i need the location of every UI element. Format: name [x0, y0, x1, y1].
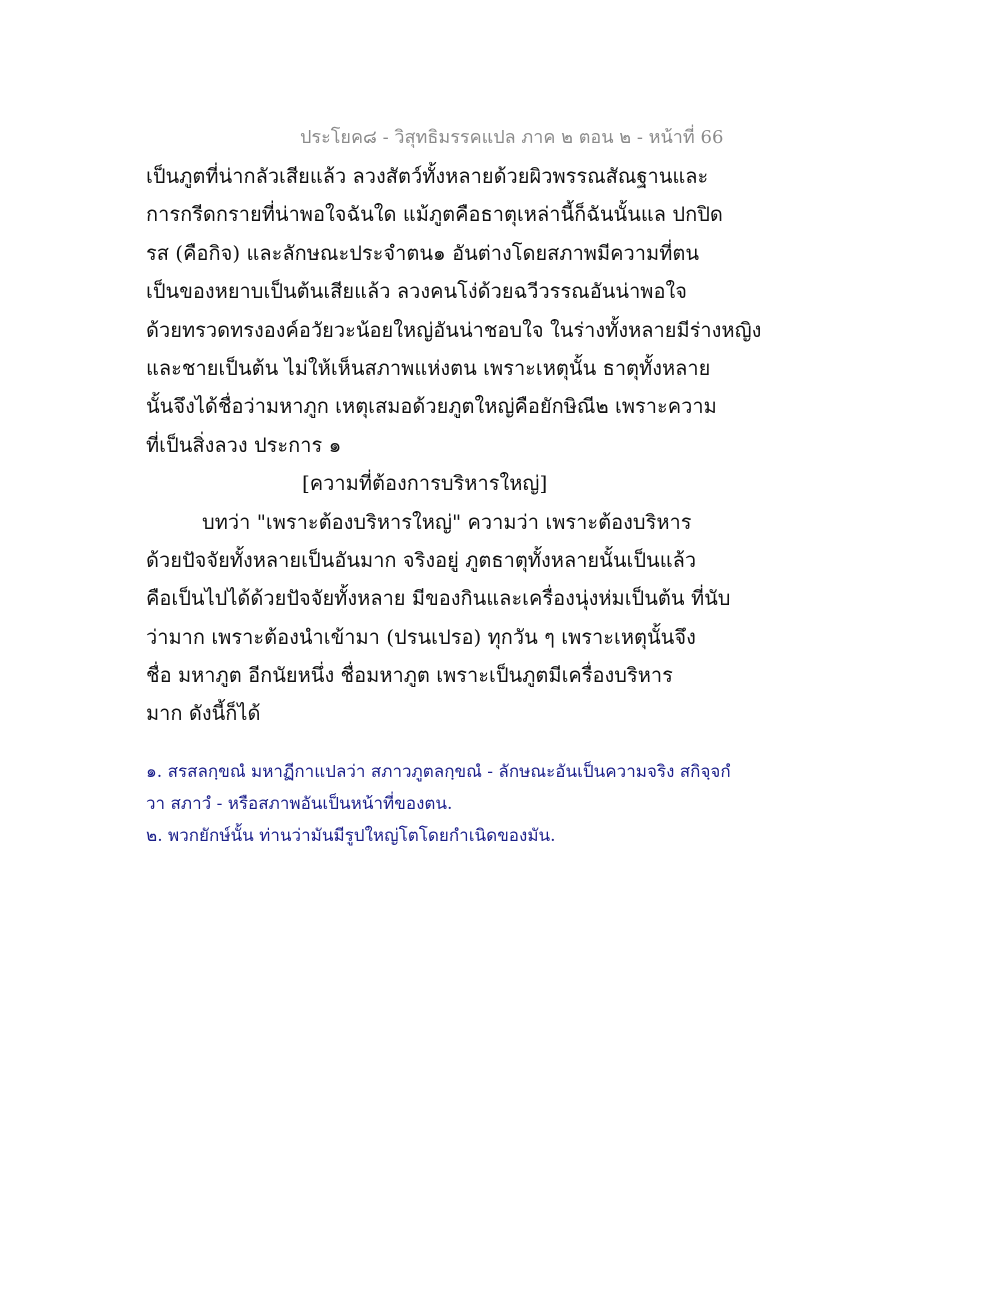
text-line: คือเป็นไปได้ด้วยปัจจัยทั้งหลาย มีของกินและเครื่องนุ่งห่มเป็นต้น ที่นับ — [146, 586, 731, 611]
text-line: มาก ดังนี้ก็ได้ — [146, 701, 261, 726]
text-line: นั้นจึงได้ชื่อว่ามหาภูก เหตุเสมอด้วยภูตใหญ่คือยักษิณี๒ เพราะความ — [146, 394, 717, 419]
body-text — [146, 157, 766, 733]
footnotes — [146, 756, 766, 852]
text-line: ด้วยปัจจัยทั้งหลายเป็นอันมาก จริงอยู่ ภูตธาตุทั้งหลายนั้นเป็นแล้ว — [146, 547, 697, 572]
text-line: บทว่า "เพราะต้องบริหารใหญ่" ความว่า เพราะต้องบริหาร — [202, 509, 692, 534]
text-line: การกรีดกรายที่น่าพอใจฉันใด แม้ภูตคือธาตุเหล่านี้ก็ฉันนั้นแล ปกปิด — [146, 202, 723, 227]
text-line: เป็นภูตที่น่ากลัวเสียแล้ว ลวงสัตว์ทั้งหลายด้วยผิวพรรณสัณฐานและ — [146, 164, 709, 188]
text-line: ชื่อ มหาภูต อีกนัยหนึ่ง ชื่อมหาภูต เพราะเป็นภูตมีเครื่องบริหาร — [146, 663, 673, 688]
text-line: รส (คือกิจ) และลักษณะประจำตน๑ อันต่างโดยสภาพมีความที่ตน — [146, 240, 700, 265]
running-header: ประโยค๘ - วิสุทธิมรรคแปล ภาค ๒ ตอน ๒ - หน้าที่ 66 — [300, 127, 724, 148]
text-line: ว่ามาก เพราะต้องนำเข้ามา (ปรนเปรอ) ทุกวัน ๆ เพราะเหตุนั้นจึง — [146, 624, 696, 649]
text-line: และชายเป็นต้น ไม่ให้เห็นสภาพแห่งตน เพราะเหตุนั้น ธาตุทั้งหลาย — [146, 355, 711, 380]
text-line: ด้วยทรวดทรงองค์อวัยวะน้อยใหญ่อันน่าชอบใจ ในร่างทั้งหลายมีร่างหญิง — [146, 317, 762, 342]
footnote-line: วา สภาวํ - หรือสภาพอันเป็นหน้าที่ของตน. — [146, 794, 453, 814]
footnote-line: ๑. สรสลกฺขณํ มหาฏีกาแปลว่า สภาวภูตลกฺขณํ - ลักษณะอันเป็นความจริง สกิจฺจกํ — [146, 762, 731, 782]
text-line: เป็นของหยาบเป็นต้นเสียแล้ว ลวงคนโง่ด้วยฉวีวรรณอันน่าพอใจ — [146, 279, 687, 304]
section-heading: [ความที่ต้องการบริหารใหญ่] — [302, 471, 548, 496]
text-line: ที่เป็นสิ่งลวง ประการ ๑ — [146, 432, 342, 457]
footnote-line: ๒. พวกยักษ์นั้น ท่านว่ามันมีรูปใหญ่โตโดยกำเนิดของมัน. — [146, 826, 556, 846]
